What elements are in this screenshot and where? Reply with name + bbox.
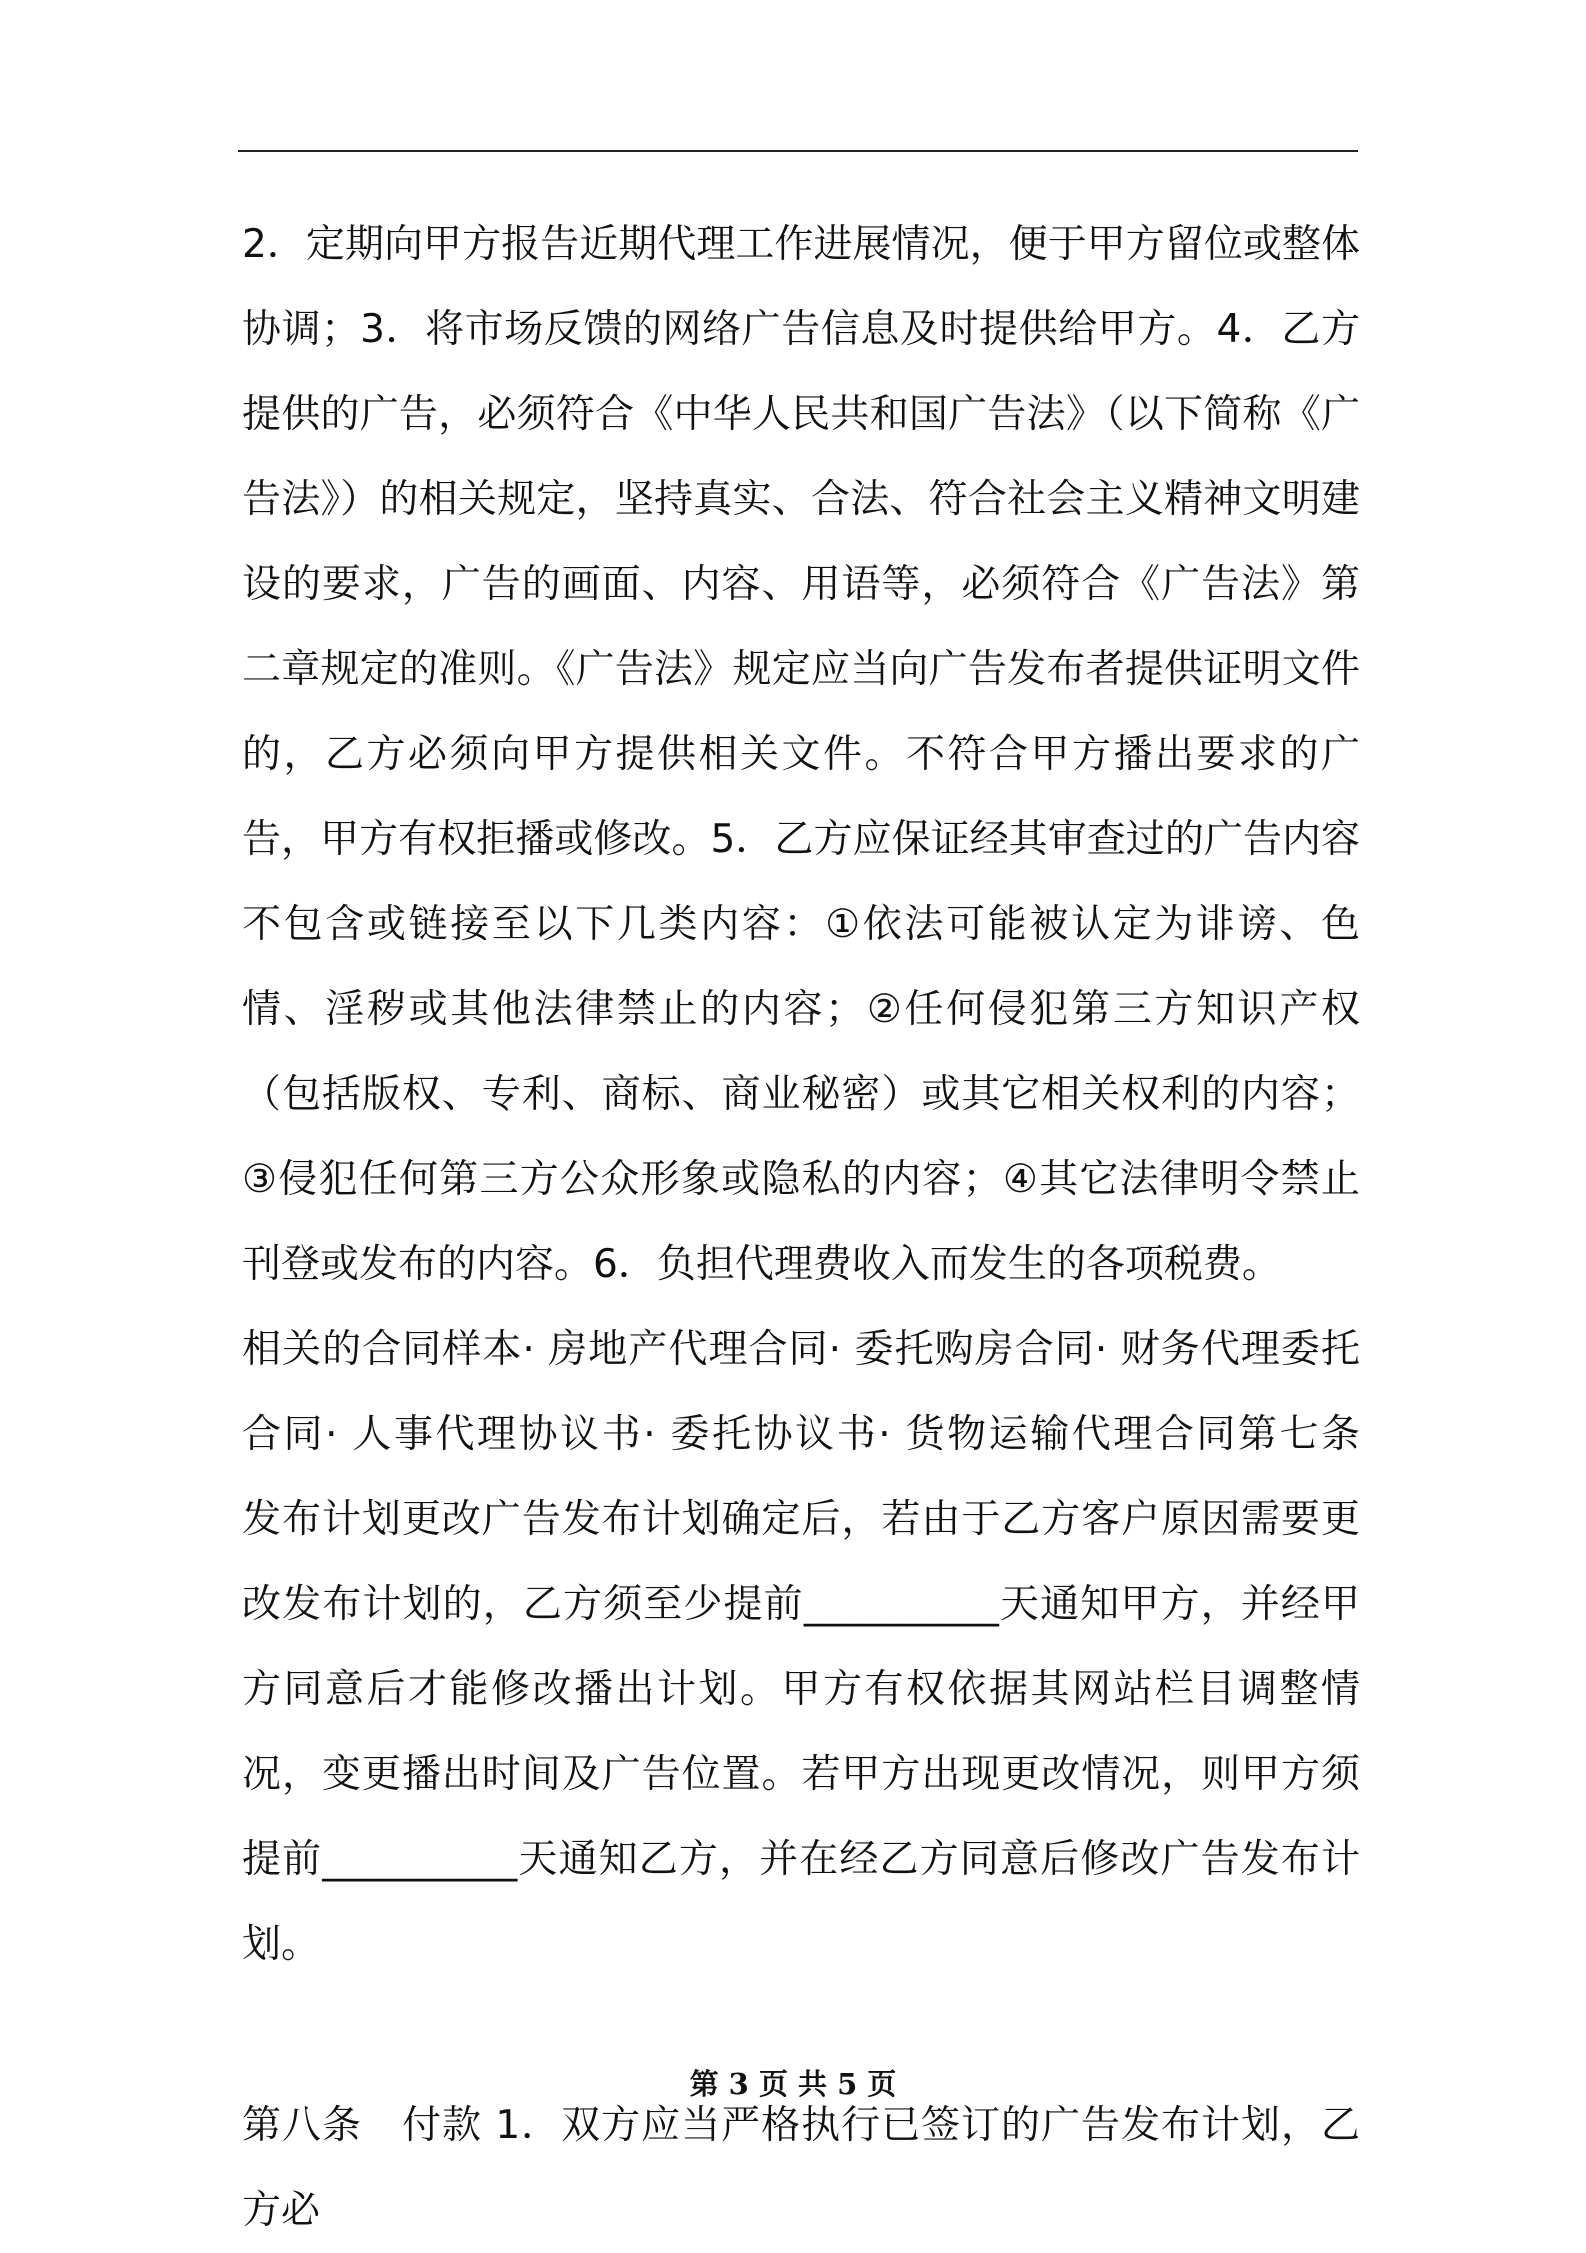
document-body [242, 202, 1400, 2253]
paragraph-article-8: 第八条 付款 1．双方应当严格执行已签订的广告发布计划，乙方必 [242, 2103, 1360, 2233]
paragraph-article-7: 相关的合同样本· 房地产代理合同· 委托购房合同· 财务代理委托合同· 人事代理协议书· 委托协议书· 货物运输代理合同第七条 发布计划更改广告发布计划确定后，若由于乙方客户原因需要更改发布计划的，乙方须至少提前__________天通知甲方，并经甲方同意后才能修改播出计划。甲方有权依据其网站栏目调整情况，变更播出时间及广告位置。若甲方出现更改情况，则甲方须提前__________天通知乙方，并在经乙方同意后修改广告发布计划。 [242, 1327, 1400, 1967]
page-number: 第 3 页 共 5 页 [689, 2067, 897, 2101]
header-rule [238, 150, 1358, 152]
paragraph-obligations: 2．定期向甲方报告近期代理工作进展情况，便于甲方留位或整体协调；3．将市场反馈的网络广告信息及时提供给甲方。4．乙方提供的广告，必须符合《中华人民共和国广告法》（以下简称《广告法》）的相关规定，坚持真实、合法、符合社会主义精神文明建设的要求，广告的画面、内容、用语等，必须符合《广告法》第二章规定的准则。《广告法》规定应当向广告发布者提供证明文件的，乙方必须向甲方提供相关文件。不符合甲方播出要求的广告，甲方有权拒播或修改。5．乙方应保证经其审查过的广告内容不包含或链接至以下几类内容：①依法可能被认定为诽谤、色情、淫秽或其他法律禁止的内容；②任何侵犯第三方知识产权（包括版权、专利、商标、商业秘密）或其它相关权利的内容；③侵犯任何第三方公众形象或隐私的内容；④其它法律明令禁止刊登或发布的内容。6．负担代理费收入而发生的各项税费。 [242, 222, 1360, 1287]
